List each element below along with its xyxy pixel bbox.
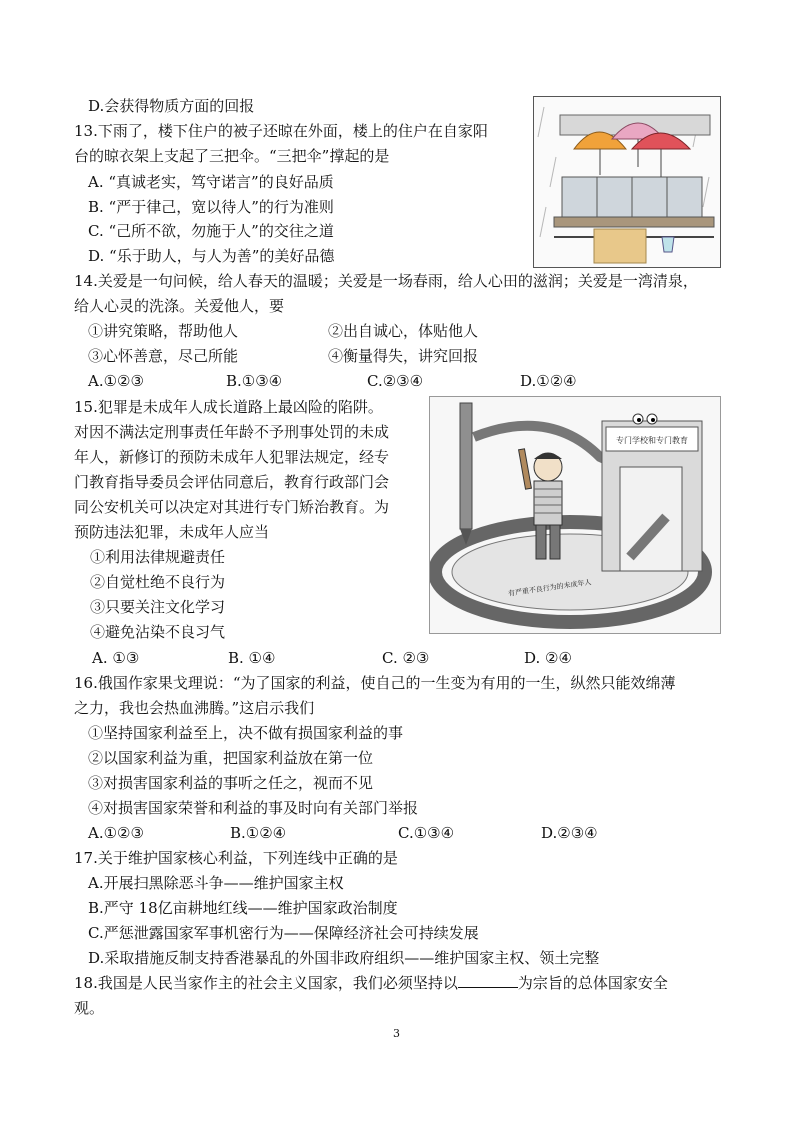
q16-item-4: ④对损害国家荣誉和利益的事及时向有关部门举报 xyxy=(88,799,419,817)
q16-answer-d: D.②③④ xyxy=(541,824,598,842)
q18-stem-line2: 观。 xyxy=(74,999,105,1017)
q14-stem-line1: 14.关爱是一句问候，给人春天的温暖；关爱是一场春雨，给人心田的滋润；关爱是一湾清泉， xyxy=(74,272,698,290)
q14-answer-c: C.②③④ xyxy=(367,372,424,390)
q16-stem-line1: 16.俄国作家果戈理说：“为了国家的利益，使自己的一生变为有用的一生，纵然只能效绵薄 xyxy=(74,674,676,692)
q15-stem-line3: 年人，新修订的预防未成年人犯罪法规定，经专 xyxy=(74,448,390,466)
q15-stem-line4: 门教育指导委员会评估同意后，教育行政部门会 xyxy=(74,473,390,491)
q12-option-d: D.会获得物质方面的回报 xyxy=(88,97,255,115)
q13-option-a: A. “真诚老实，笃守诺言”的良好品质 xyxy=(88,173,334,191)
q16-item-1: ①坚持国家利益至上，决不做有损国家利益的事 xyxy=(88,724,404,742)
q17-option-c: C.严惩泄露国家军事机密行为——保障经济社会可持续发展 xyxy=(88,924,479,942)
q15-item-4: ④避免沾染不良习气 xyxy=(90,623,226,641)
q15-stem-line1: 15.犯罪是未成年人成长道路上最凶险的陷阱。 xyxy=(74,398,383,416)
q13-stem-line2: 台的晾衣架上支起了三把伞。“三把伞”撑起的是 xyxy=(74,147,390,165)
q14-item-2: ②出自诚心，体贴他人 xyxy=(328,322,479,340)
q15-answer-c: C. ②③ xyxy=(382,649,430,667)
q17-option-a: A.开展扫黑除恶斗争——维护国家主权 xyxy=(88,874,344,892)
q15-stem-line6: 预防违法犯罪，未成年人应当 xyxy=(74,523,270,541)
q15-item-1: ①利用法律规避责任 xyxy=(90,548,226,566)
q13-stem-line1: 13.下雨了，楼下住户的被子还晾在外面，楼上的住户在自家阳 xyxy=(74,122,488,140)
q14-item-1: ①讲究策略，帮助他人 xyxy=(88,322,239,340)
special-education-cartoon-svg xyxy=(430,397,720,633)
q15-item-3: ③只要关注文化学习 xyxy=(90,598,226,616)
q13-option-c: C. “己所不欲，勿施于人”的交往之道 xyxy=(88,222,334,240)
q16-item-3: ③对损害国家利益的事听之任之，视而不见 xyxy=(88,774,374,792)
q16-answer-b: B.①②④ xyxy=(230,824,287,842)
q16-item-2: ②以国家利益为重，把国家利益放在第一位 xyxy=(88,749,374,767)
q15-answer-d: D. ②④ xyxy=(524,649,572,667)
ring-label-text: 有严重不良行为的未成年人 xyxy=(507,578,592,598)
q14-stem-line2: 给人心灵的洗涤。关爱他人，要 xyxy=(74,297,285,315)
q13-option-d: D. “乐于助人，与人为善”的美好品德 xyxy=(88,247,335,265)
q17-stem: 17.关于维护国家核心利益，下列连线中正确的是 xyxy=(74,849,398,867)
q15-answer-a: A. ①③ xyxy=(92,649,140,667)
q15-stem-line5: 同公安机关可以决定对其进行专门矫治教育。为 xyxy=(74,498,390,516)
q18-stem-before: 18.我国是人民当家作主的社会主义国家，我们必须坚持以 xyxy=(74,974,458,992)
q17-option-d: D.采取措施反制支持香港暴乱的外国非政府组织——维护国家主权、领土完整 xyxy=(88,949,600,967)
q18-stem-line1 xyxy=(74,973,668,993)
q15-stem-line2: 对因不满法定刑事责任年龄不予刑事处罚的未成 xyxy=(74,423,390,441)
q14-item-3: ③心怀善意，尽己所能 xyxy=(88,347,239,365)
q14-answer-b: B.①③④ xyxy=(226,372,283,390)
q18-answer-blank[interactable] xyxy=(458,973,518,988)
q15-answer-b: B. ①④ xyxy=(228,649,276,667)
q16-stem-line2: 之力，我也会热血沸腾。”这启示我们 xyxy=(74,699,315,717)
q14-item-4: ④衡量得失，讲究回报 xyxy=(328,347,479,365)
q14-answer-d: D.①②④ xyxy=(520,372,577,390)
q18-stem-after: 为宗旨的总体国家安全 xyxy=(517,974,668,992)
building-sign-text: 专门学校和专门教育 xyxy=(616,436,688,445)
page-number: 3 xyxy=(393,1027,400,1040)
q15-item-2: ②自觉杜绝不良行为 xyxy=(90,573,226,591)
q14-answer-a: A.①②③ xyxy=(88,372,144,390)
q13-option-b: B. “严于律己，宽以待人”的行为准则 xyxy=(88,198,334,216)
q17-option-b: B.严守 18亿亩耕地红线——维护国家政治制度 xyxy=(88,899,398,917)
q16-answer-c: C.①③④ xyxy=(398,824,455,842)
q15-special-education-illustration xyxy=(429,396,721,634)
q13-umbrella-illustration xyxy=(533,96,721,268)
umbrella-cartoon-svg xyxy=(534,97,720,267)
q16-answer-a: A.①②③ xyxy=(88,824,144,842)
